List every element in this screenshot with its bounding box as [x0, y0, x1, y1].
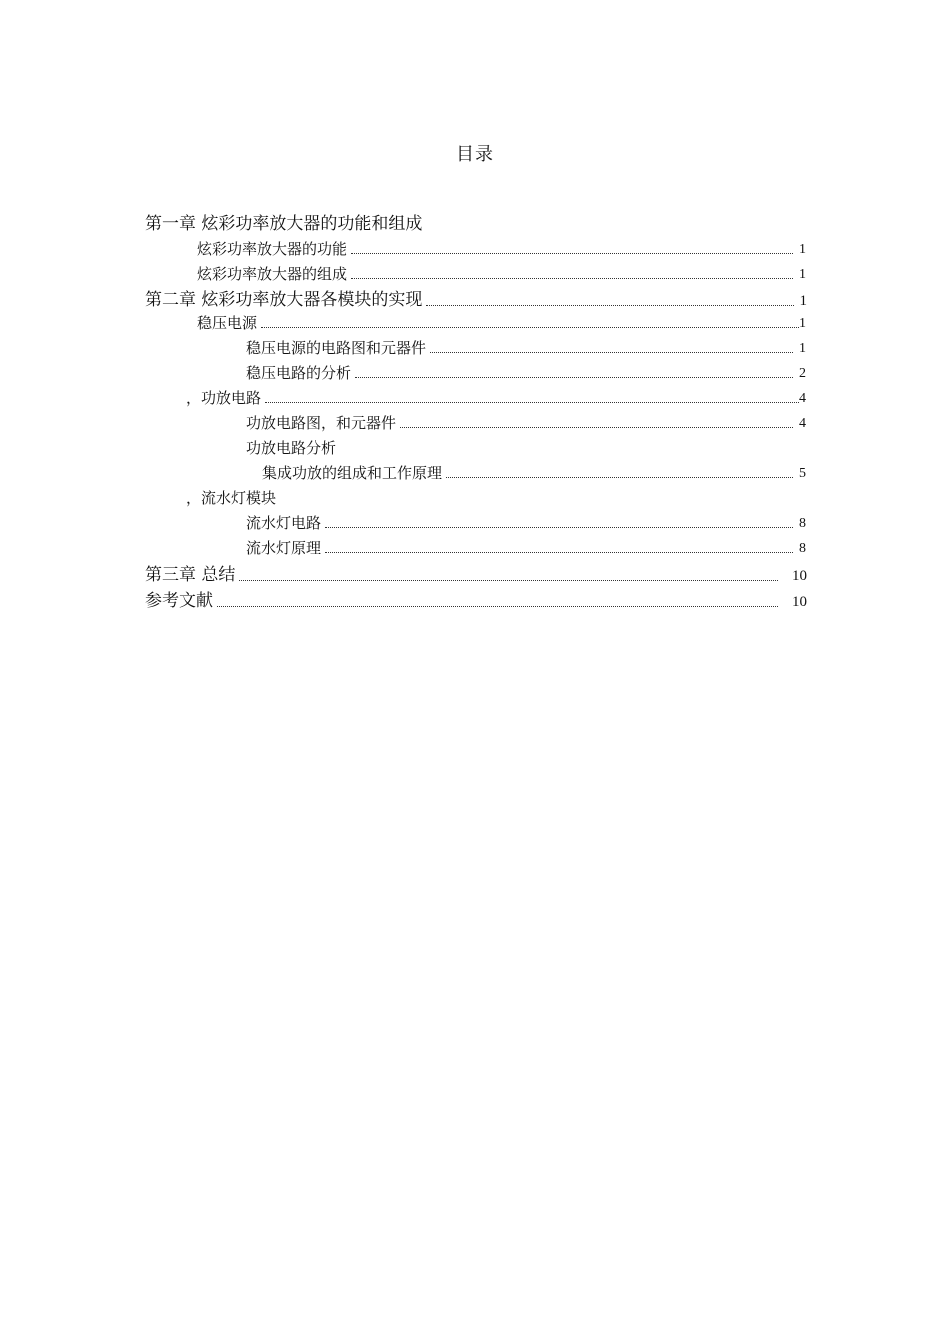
toc-entry[interactable]	[246, 416, 806, 431]
toc-chapter-3[interactable]	[145, 567, 807, 584]
toc-page-number: 1	[799, 242, 806, 257]
toc-label: 炫彩功率放大器的组成	[197, 265, 348, 283]
toc-entry[interactable]	[186, 491, 276, 506]
toc-label: 流水灯原理	[246, 539, 322, 557]
dot-leader	[325, 552, 793, 553]
dot-leader	[400, 427, 793, 428]
toc-page-number: 1	[799, 341, 806, 356]
toc-label: 炫彩功率放大器的功能	[197, 240, 348, 258]
dot-leader	[351, 253, 793, 254]
toc-page-number: 5	[799, 466, 806, 481]
dot-leader	[446, 477, 793, 478]
dot-leader	[261, 327, 799, 328]
toc-entry[interactable]	[246, 441, 336, 456]
toc-label: 稳压电源的电路图和元器件	[246, 339, 427, 357]
toc-entry[interactable]	[197, 267, 806, 282]
toc-page-number: 1	[799, 316, 806, 331]
dot-leader	[430, 352, 793, 353]
toc-chapter-1[interactable]	[145, 216, 810, 233]
page-title: 目录	[456, 144, 494, 165]
dot-leader	[217, 606, 778, 607]
toc-page-number: 8	[799, 541, 806, 556]
toc-entry[interactable]	[186, 391, 806, 406]
toc-entry[interactable]	[246, 516, 806, 531]
toc-label: 集成功放的组成和工作原理	[262, 464, 443, 482]
toc-page-number: 10	[792, 594, 807, 610]
toc-page-number: 8	[799, 516, 806, 531]
toc-page-number: 1	[799, 293, 807, 309]
toc-label: 第一章 炫彩功率放大器的功能和组成	[145, 214, 423, 234]
toc-entry[interactable]	[246, 341, 806, 356]
toc-label: 参考文献	[145, 591, 213, 611]
toc-page-number: 2	[799, 366, 806, 381]
toc-label: 功放电路图，和元器件	[246, 414, 397, 432]
toc-page-number: 1	[799, 267, 806, 282]
dot-leader	[265, 402, 799, 403]
dot-leader	[351, 278, 793, 279]
toc-label: ，流水灯模块	[186, 489, 277, 507]
toc-label: 稳压电源	[197, 314, 258, 332]
dot-leader	[426, 305, 793, 306]
dot-leader	[239, 580, 778, 581]
toc-entry[interactable]	[246, 366, 806, 381]
toc-label: 功放电路分析	[246, 439, 337, 457]
toc-entry[interactable]	[197, 242, 806, 257]
toc-page-number: 10	[792, 568, 807, 584]
toc-label: 稳压电路的分析	[246, 364, 352, 382]
toc-entry[interactable]	[197, 316, 806, 331]
toc-label: 流水灯电路	[246, 514, 322, 532]
toc-entry[interactable]	[262, 466, 806, 481]
toc-label: ，功放电路	[186, 389, 262, 407]
toc-references[interactable]	[145, 593, 807, 610]
toc-page-number: 4	[799, 391, 806, 406]
toc-chapter-2[interactable]	[145, 292, 807, 309]
dot-leader	[325, 527, 793, 528]
dot-leader	[355, 377, 793, 378]
toc-page-number: 4	[799, 416, 806, 431]
toc-entry[interactable]	[246, 541, 806, 556]
toc-label: 第二章 炫彩功率放大器各模块的实现	[145, 290, 423, 310]
toc-label: 第三章 总结	[145, 565, 236, 585]
